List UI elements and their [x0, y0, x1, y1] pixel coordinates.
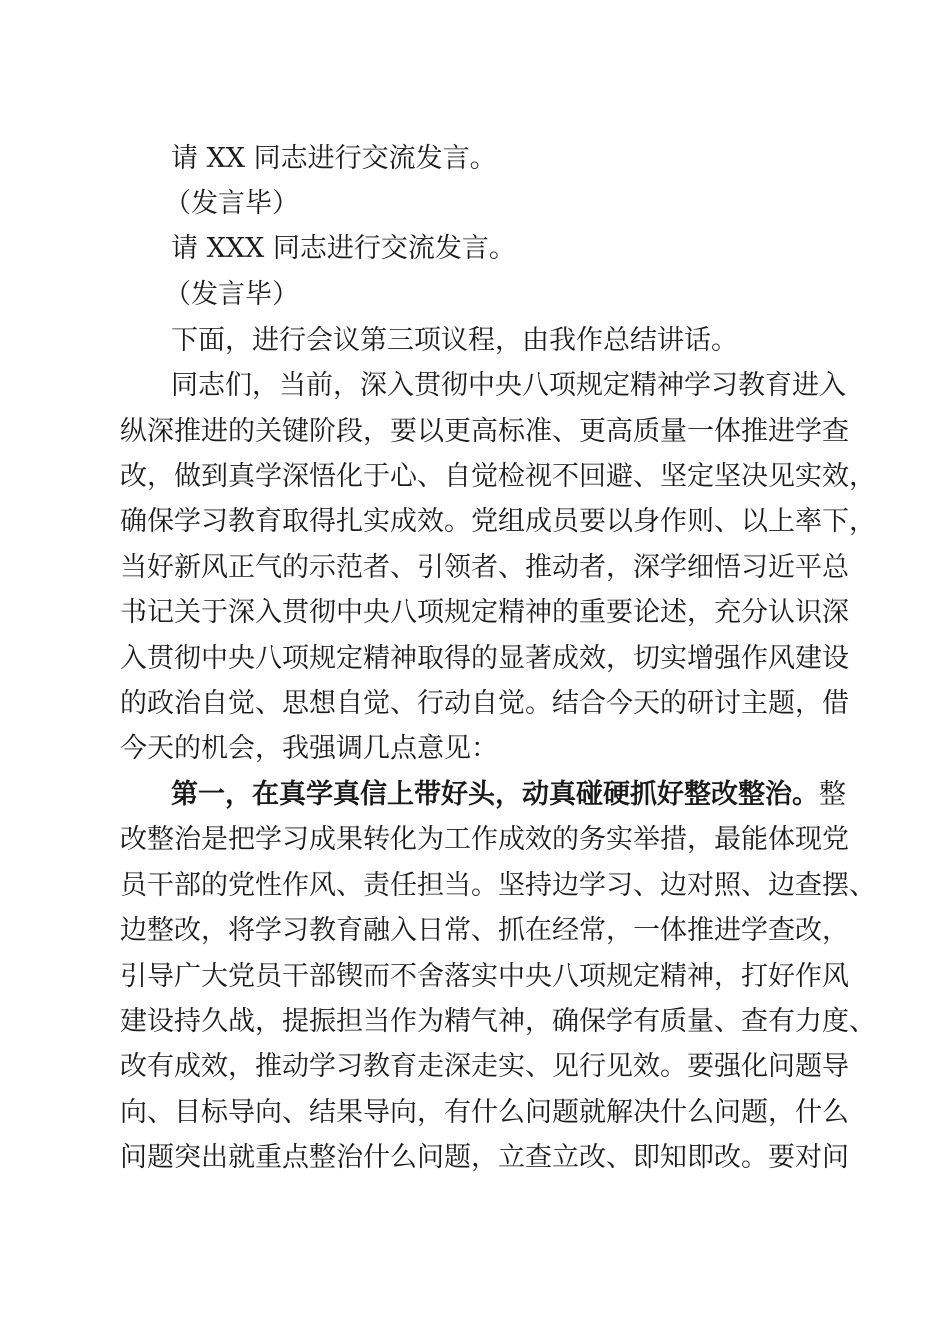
paragraph-line: 引导广大党员干部锲而不舍落实中央八项规定精神，打好作风 [120, 961, 849, 992]
paragraph-line: 改有成效，推动学习教育走深走实、见行见效。要强化问题导 [120, 1051, 849, 1082]
section-heading: 第一，在真学真信上带好头，动真碰硬抓好整改整治。 [171, 779, 819, 810]
paragraph-line: 边整改，将学习教育融入日常、抓在经常，一体推进学查改， [120, 915, 849, 946]
paragraph-line: 书记关于深入贯彻中央八项规定精神的重要论述，充分认识深 [120, 597, 849, 628]
paragraph-line: 建设持久战，提振担当作为精气神，确保学有质量、查有力度、 [120, 1006, 876, 1037]
section-heading-continuation: 整 [819, 779, 846, 810]
paragraph-line: 请 XXX 同志进行交流发言。 [171, 233, 516, 264]
paragraph-line: 问题突出就重点整治什么问题，立查立改、即知即改。要对问 [120, 1142, 849, 1173]
paragraph-line: （发言毕） [164, 279, 299, 310]
paragraph-line: 今天的机会，我强调几点意见： [120, 733, 498, 764]
paragraph-line: 向、目标导向、结果导向，有什么问题就解决什么问题，什么 [120, 1097, 849, 1128]
paragraph-line: 改整治是把学习成果转化为工作成效的务实举措，最能体现党 [120, 824, 849, 855]
paragraph-line: 当好新风正气的示范者、引领者、推动者，深学细悟习近平总 [120, 552, 849, 583]
paragraph-line: 的政治自觉、思想自觉、行动自觉。结合今天的研讨主题，借 [120, 688, 849, 719]
paragraph-line: 确保学习教育取得扎实成效。党组成员要以身作则、以上率下， [120, 506, 876, 537]
section-heading-line [0, 773, 950, 817]
paragraph-line: 下面，进行会议第三项议程，由我作总结讲话。 [171, 325, 738, 356]
paragraph-line: （发言毕） [164, 188, 299, 219]
paragraph-line: 请 XX 同志进行交流发言。 [171, 143, 497, 174]
paragraph-line: 员干部的党性作风、责任担当。坚持边学习、边对照、边查摆、 [120, 870, 876, 901]
paragraph-line: 同志们，当前，深入贯彻中央八项规定精神学习教育进入 [171, 370, 846, 401]
paragraph-line: 入贯彻中央八项规定精神取得的显著成效，切实增强作风建设 [120, 643, 849, 674]
paragraph-line: 改，做到真学深悟化于心、自觉检视不回避、坚定坚决见实效， [120, 461, 876, 492]
paragraph-line: 纵深推进的关键阶段，要以更高标准、更高质量一体推进学查 [120, 416, 849, 447]
